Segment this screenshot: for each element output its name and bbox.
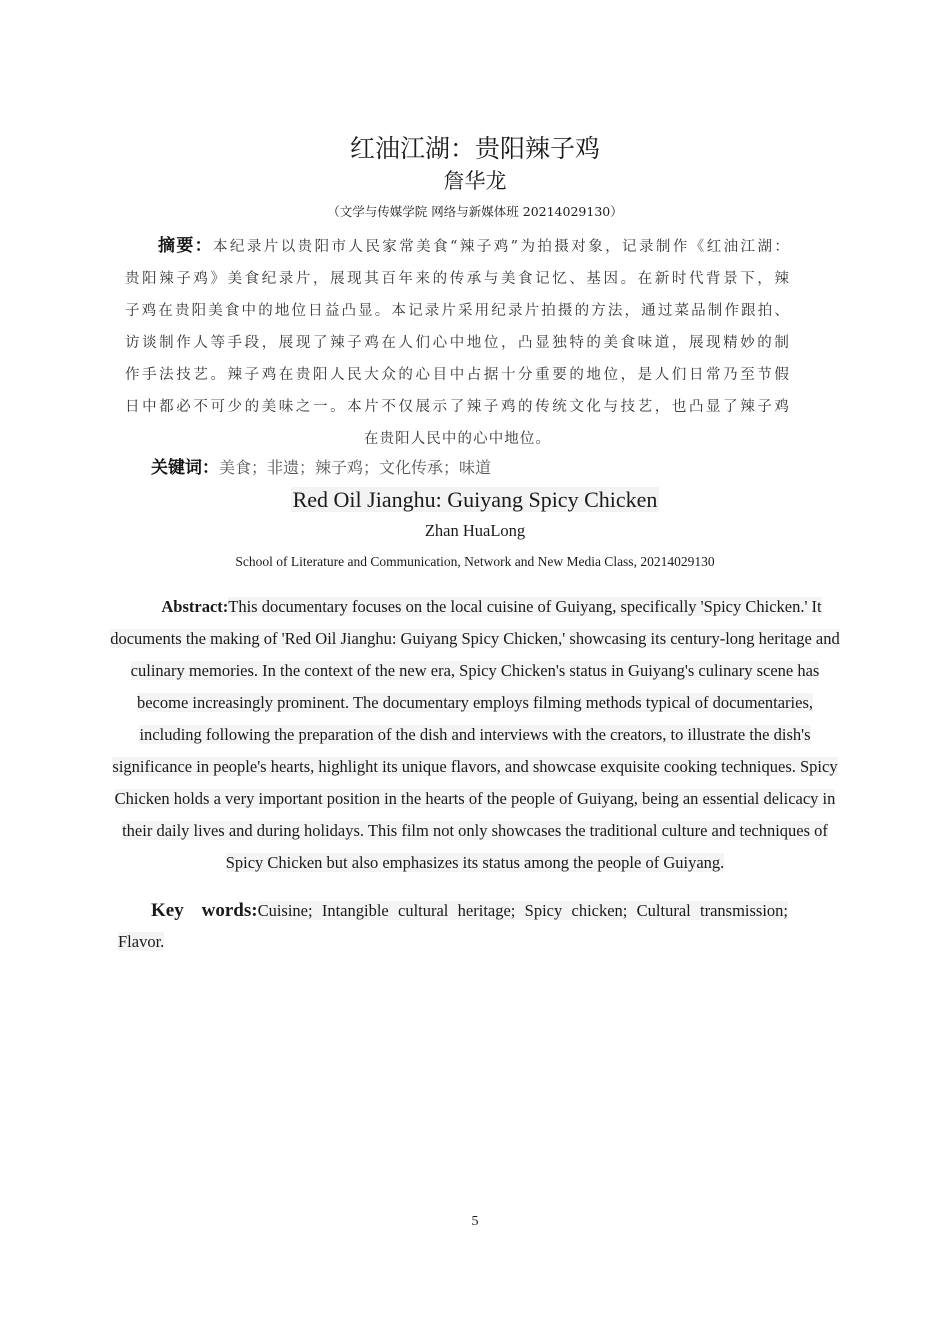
chinese-abstract-line: 子鸡在贵阳美食中的地位日益凸显。本记录片采用纪录片拍摄的方法，通过菜品制作跟拍、 xyxy=(125,303,790,319)
english-keywords xyxy=(118,895,788,957)
chinese-abstract-line: 日中都必不可少的美味之一。本片不仅展示了辣子鸡的传统文化与技艺，也凸显了辣子鸡 xyxy=(125,399,790,415)
chinese-author: 詹华龙 xyxy=(443,169,507,193)
affiliation-open: （ xyxy=(327,204,340,219)
english-keywords-line xyxy=(118,926,788,957)
chinese-affiliation xyxy=(0,202,950,222)
affiliation-text: 文学与传媒学院 网络与新媒体班 xyxy=(339,204,519,219)
english-abstract-text: This documentary focuses on the local cuisine of Guiyang, specifically 'Spicy Chicken.' It documents the making of 'Red Oil Jianghu: Guiyang Spicy Chicken,' showcasing its century-long heritage and culinary memories. In the context of the new era, Spicy Chicken's status in Guiyang's culinary scene has become increasingly prominent. The documentary employs filming methods typical of documentaries, including following the preparation of the dish and interviews with the creators, to illustrate the dish's significance in people's hearts, highlight its unique flavors, and showcase exquisite cooking techniques. Spicy Chicken holds a very important position in the hearts of the people of Guiyang, being an essential delicacy in their daily lives and during holidays. This film not only showcases the traditional culture and techniques of Spicy Chicken but also emphasizes its status among the people of Guiyang. xyxy=(110,597,840,872)
page-number: 5 xyxy=(471,1214,479,1229)
chinese-abstract-line xyxy=(125,230,790,263)
english-keywords-text-end: Flavor. xyxy=(118,932,165,951)
chinese-abstract-line: 访谈制作人等手段，展现了辣子鸡在人们心中地位，凸显独特的美食味道，展现精妙的制 xyxy=(125,335,790,351)
english-abstract xyxy=(110,591,840,879)
chinese-abstract-line: 作手法技艺。辣子鸡在贵阳人民大众的心目中占据十分重要的地位，是人们日常乃至节假 xyxy=(125,367,790,383)
chinese-keywords-label: 关键词： xyxy=(151,458,219,478)
english-title-text: Red Oil Jianghu: Guiyang Spicy Chicken xyxy=(292,487,658,512)
chinese-abstract-label: 摘要： xyxy=(158,236,213,256)
english-keywords-label: Key words: xyxy=(151,900,258,921)
english-keywords-text: Cuisine; Intangible cultural heritage; Spicy chicken; Cultural transmission; xyxy=(257,901,789,920)
chinese-abstract-line-text: 本纪录片以贵阳市人民家常美食“辣子鸡”为拍摄对象，记录制作《红油江湖： xyxy=(213,239,790,255)
english-keywords-line xyxy=(118,895,788,926)
english-title xyxy=(0,484,950,516)
english-affiliation: School of Literature and Communication, Network and New Media Class, 20214029130 xyxy=(235,554,715,569)
english-abstract-label: Abstract: xyxy=(161,597,229,616)
affiliation-id: 20214029130） xyxy=(518,204,623,219)
english-author: Zhan HuaLong xyxy=(424,521,526,540)
chinese-abstract xyxy=(125,230,790,455)
chinese-keywords xyxy=(151,454,491,482)
chinese-abstract-line: 贵阳辣子鸡》美食纪录片，展现其百年来的传承与美食记忆、基因。在新时代背景下，辣 xyxy=(125,271,790,287)
chinese-abstract-line: 在贵阳人民中的心中地位。 xyxy=(363,431,552,447)
chinese-title: 红油江湖：贵阳辣子鸡 xyxy=(349,134,600,163)
chinese-keywords-text: 美食；非遗；辣子鸡；文化传承；味道 xyxy=(219,458,492,477)
